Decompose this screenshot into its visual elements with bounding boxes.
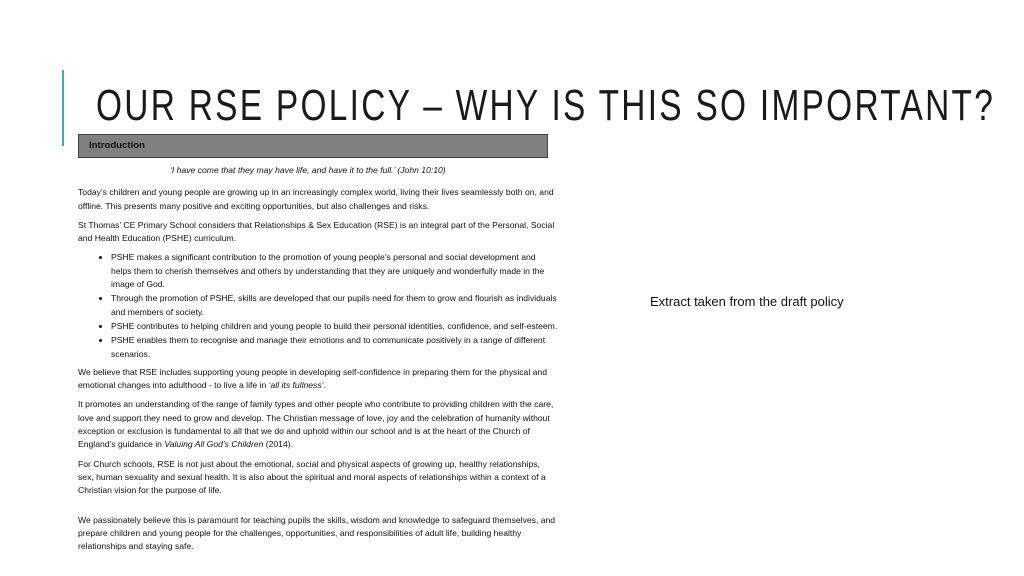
list-item: • PSHE contributes to helping children and young people to build their personal identities, confidence, and self-esteem.: [111, 320, 558, 333]
extract-caption: Extract taken from the draft policy: [650, 294, 844, 309]
pshe-bullet-list: [78, 251, 558, 360]
paragraph-church: For Church schools, RSE is not just about the emotional, social and physical aspects of growing up, healthy relationships, sex, human sexuality and sexual health. It is also about the spiritual and moral aspects of relationships within a context of a Christian vision for the purpose of life.: [78, 458, 546, 496]
list-item: • Through the promotion of PSHE, skills are developed that our pupils need for them to grow and flourish as individuals and members of society.: [111, 292, 558, 319]
slide-title: OUR RSE POLICY – WHY IS THIS SO IMPORTANT?: [96, 81, 996, 130]
policy-extract-image: [78, 134, 558, 559]
spacer: [78, 504, 558, 514]
scripture-quote: ‘I have come that they may have life, and have it to the full.’ (John 10:10): [170, 165, 446, 175]
list-item: • PSHE makes a significant contribution to the promotion of young people’s personal and social development and helps them to cherish themselves and others by understanding that they are uniquely and wonderfully made in the image of God.: [111, 251, 558, 291]
title-accent-bar: [62, 70, 64, 146]
list-item: • PSHE enables them to recognise and manage their emotions and to communicate positively in a range of different scenarios.: [111, 334, 558, 361]
paragraph-end: .: [323, 380, 326, 391]
paragraph-end: (2014).: [263, 439, 293, 450]
paragraph-promotes: [78, 398, 558, 451]
paragraph-text: We believe that RSE includes supporting young people in developing self-confidence in preparing them for the physical and emotional changes into adulthood - to live a life in: [78, 366, 547, 391]
paragraph-intro: Today’s children and young people are growing up in an increasingly complex world, living their lives seamlessly both on, and offline. This presents many positive and exciting opportunities, but also challenges and risks.: [78, 187, 554, 211]
paragraph-passion: We passionately believe this is paramount for teaching pupils the skills, wisdom and knowledge to safeguard themselves, and prepare children and young people for the challenges, opportunities, and responsibilities of adult life, building healthy relationships and staying safe.: [78, 514, 556, 552]
paragraph-school: St Thomas’ CE Primary School considers that Relationships & Sex Education (RSE) is an integral part of the Personal, Social and Health Education (PSHE) curriculum.: [78, 219, 555, 244]
section-header: Introduction: [78, 134, 548, 158]
paragraph-text: It promotes an understanding of the range of family types and other people who contribute to providing children with the care, love and support they need to grow and develop. The Christian message of love, joy and the celebration of humanity without exception or exclusion is fundamental to all that we do and uphold within our school and is at the heart of the Church of England’s guidance in: [78, 399, 554, 450]
emphasis-text: Valuing All God’s Children: [164, 439, 264, 450]
emphasis-text: ‘all its fullness’: [268, 380, 324, 391]
paragraph-believe: [78, 366, 558, 393]
